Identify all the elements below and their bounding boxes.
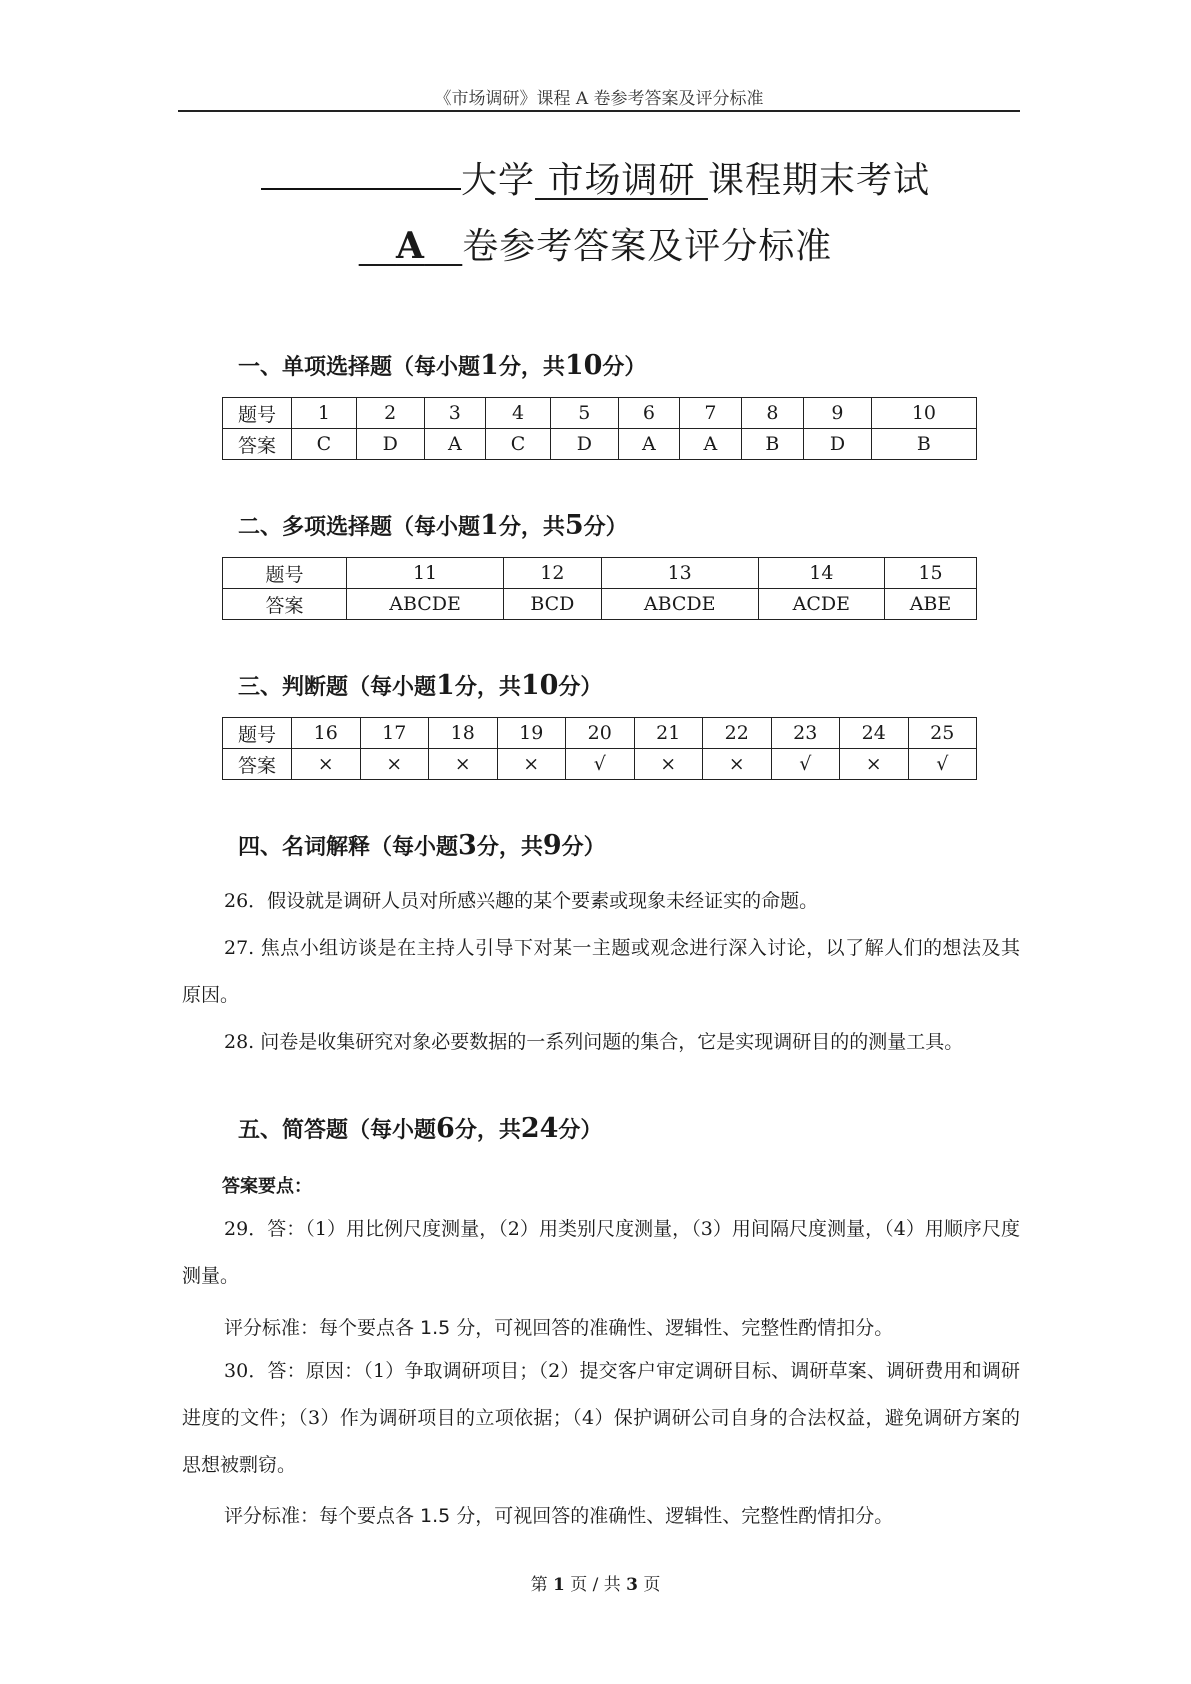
question-number-cell: 12: [504, 558, 601, 589]
answer-cell: A: [424, 429, 485, 460]
answer-cell: BCD: [504, 589, 601, 620]
question-number-cell: 4: [486, 398, 551, 429]
table-row: [223, 718, 977, 749]
exam-title-line-2: [0, 218, 1191, 269]
question-number-cell: 16: [292, 718, 361, 749]
definition-28: 28. 问卷是收集研究对象必要数据的一系列问题的集合，它是实现调研目的的测量工具。: [224, 1031, 964, 1053]
definition-27: 27. 焦点小组访谈是在主持人引导下对某一主题或观念进行深入讨论，以了解人们的想法及其原因。: [182, 937, 1020, 1006]
answer-cell: C: [292, 429, 357, 460]
exam-title-line-1: [0, 152, 1191, 203]
row-label: 答案: [223, 589, 347, 620]
question-number-cell: 24: [840, 718, 909, 749]
answer-cell: B: [871, 429, 976, 460]
definition-26: 26．假设就是调研人员对所感兴趣的某个要素或现象未经证实的命题。: [224, 890, 819, 912]
question-number-cell: 8: [741, 398, 803, 429]
table-row: [223, 429, 977, 460]
question-number-cell: 10: [871, 398, 976, 429]
table-row: [223, 749, 977, 780]
question-number-cell: 3: [424, 398, 485, 429]
answer-cell: B: [741, 429, 803, 460]
answer-cell: ABCDE: [601, 589, 758, 620]
page-number: 第 1 页 / 共 3 页: [530, 1575, 661, 1595]
grading-criteria-30: 评分标准：每个要点各 1.5 分，可视回答的准确性、逻辑性、完整性酌情扣分。: [224, 1505, 894, 1527]
question-number-cell: 13: [601, 558, 758, 589]
question-number-cell: 15: [884, 558, 976, 589]
title-answer-key: 卷参考答案及评分标准: [462, 226, 833, 267]
question-number-cell: 20: [566, 718, 635, 749]
answer-cell: A: [680, 429, 741, 460]
answer-cell: A: [618, 429, 679, 460]
answer-cell: C: [486, 429, 551, 460]
question-number-cell: 11: [347, 558, 504, 589]
header-rule: [178, 110, 1020, 112]
question-number-cell: 23: [771, 718, 840, 749]
title-university-suffix: 大学: [461, 160, 536, 201]
question-number-cell: 7: [680, 398, 741, 429]
question-number-cell: 22: [703, 718, 772, 749]
question-number-cell: 9: [804, 398, 872, 429]
answer-cell: ABCDE: [347, 589, 504, 620]
answer-30: 30．答：原因：（1）争取调研项目；（2）提交客户审定调研目标、调研草案、调研费用和调研进度的文件；（3）作为调研项目的立项依据；（4）保护调研公司自身的合法权益，避免调研方案的思想被剽窃。: [182, 1360, 1020, 1476]
section-2-heading: 二、多项选择题（每小题1分，共5分）: [238, 510, 628, 541]
true-false-answer-table: [222, 717, 977, 780]
answer-cell: ABE: [884, 589, 976, 620]
answer-cell: ×: [360, 749, 429, 780]
question-number-cell: 17: [360, 718, 429, 749]
question-number-cell: 21: [634, 718, 703, 749]
title-course-name: 市场调研: [547, 160, 696, 201]
section-1-heading: 一、单项选择题（每小题1分，共10分）: [238, 350, 647, 381]
answer-key-points-label: 答案要点：: [222, 1176, 312, 1197]
answer-cell: D: [804, 429, 872, 460]
row-label: 题号: [223, 718, 292, 749]
answer-cell: ×: [292, 749, 361, 780]
table-row: [223, 589, 977, 620]
answer-cell: √: [566, 749, 635, 780]
answer-cell: ×: [840, 749, 909, 780]
question-number-cell: 5: [550, 398, 618, 429]
answer-cell: ×: [634, 749, 703, 780]
table-row: [223, 558, 977, 589]
grading-criteria-29: 评分标准：每个要点各 1.5 分，可视回答的准确性、逻辑性、完整性酌情扣分。: [224, 1317, 894, 1339]
single-choice-answer-table: [222, 397, 977, 460]
answer-cell: ×: [703, 749, 772, 780]
answer-29: 29．答：（1）用比例尺度测量，（2）用类别尺度测量，（3）用间隔尺度测量，（4）用顺序尺度测量。: [182, 1218, 1020, 1287]
row-label: 答案: [223, 429, 292, 460]
answer-cell: ×: [497, 749, 566, 780]
table-row: [223, 398, 977, 429]
question-number-cell: 2: [356, 398, 424, 429]
title-exam-type: 课程期末考试: [707, 160, 930, 201]
answer-cell: D: [356, 429, 424, 460]
row-label: 题号: [223, 398, 292, 429]
question-number-cell: 6: [618, 398, 679, 429]
title-volume: A: [396, 225, 425, 267]
question-number-cell: 19: [497, 718, 566, 749]
answer-cell: D: [550, 429, 618, 460]
row-label: 题号: [223, 558, 347, 589]
answer-cell: ACDE: [758, 589, 884, 620]
university-blank: [261, 187, 461, 190]
section-5-heading: 五、简答题（每小题6分，共24分）: [238, 1113, 603, 1144]
question-number-cell: 1: [292, 398, 357, 429]
answer-cell: √: [908, 749, 977, 780]
running-header: 《市场调研》课程 A 卷参考答案及评分标准: [434, 89, 764, 109]
row-label: 答案: [223, 749, 292, 780]
answer-cell: √: [771, 749, 840, 780]
question-number-cell: 18: [429, 718, 498, 749]
section-3-heading: 三、判断题（每小题1分，共10分）: [238, 670, 603, 701]
question-number-cell: 25: [908, 718, 977, 749]
multiple-choice-answer-table: [222, 557, 977, 620]
answer-cell: ×: [429, 749, 498, 780]
section-4-heading: 四、名词解释（每小题3分，共9分）: [238, 830, 606, 861]
question-number-cell: 14: [758, 558, 884, 589]
